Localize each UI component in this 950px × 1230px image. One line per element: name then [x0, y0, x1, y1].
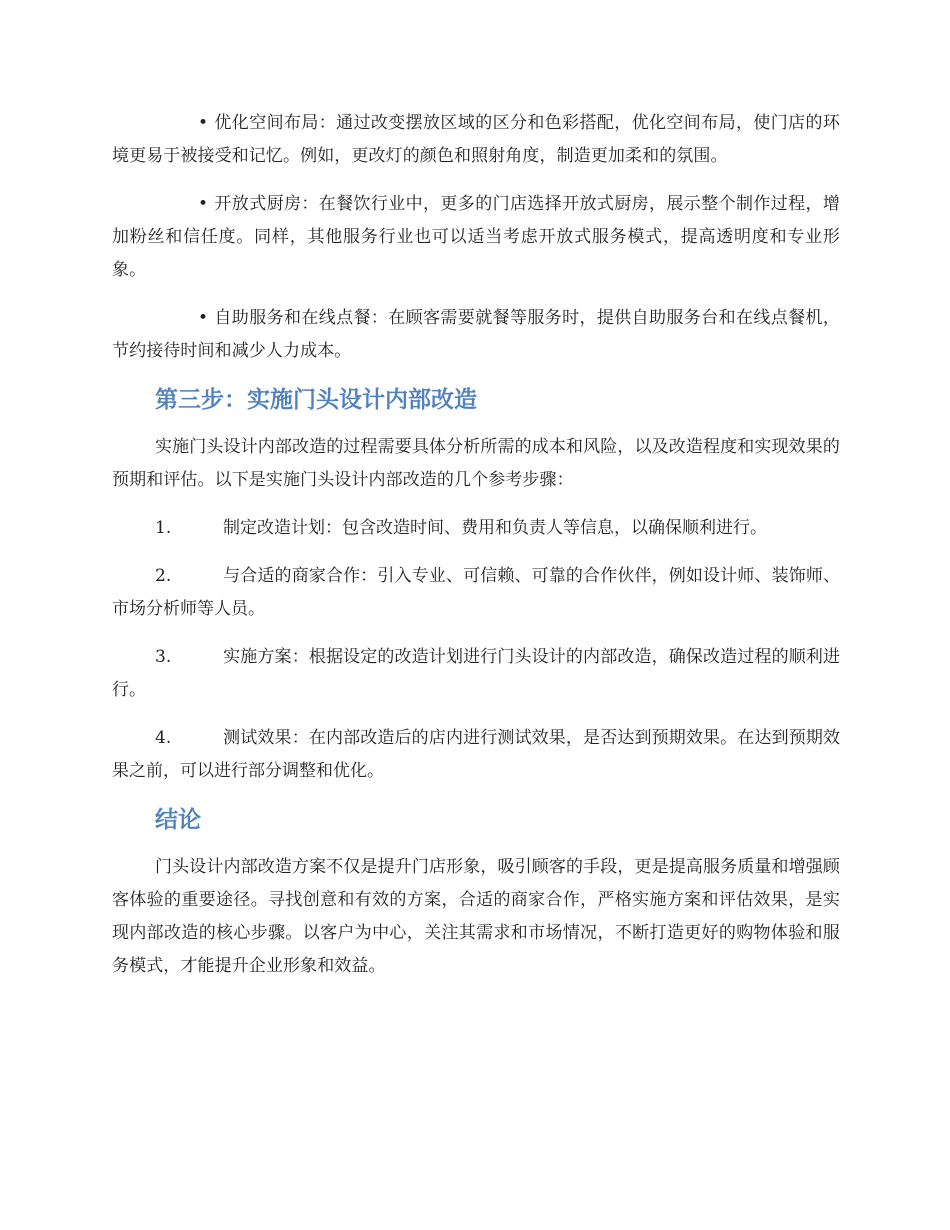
section-heading-step-three: 第三步：实施门头设计内部改造	[155, 387, 477, 413]
bullet-paragraph-self-service	[112, 302, 840, 368]
bullet-mark: •	[198, 194, 209, 214]
step-text: 与合适的商家合作：引入专业、可信赖、可靠的合作伙伴，例如设计师、装饰师、市场分析师等人员。	[112, 566, 840, 619]
step-number: 1.	[155, 518, 172, 538]
step-text: 测试效果：在内部改造后的店内进行测试效果，是否达到预期效果。在达到预期效果之前，可以进行部分调整和优化。	[112, 728, 840, 781]
bullet-paragraph-open-kitchen	[112, 188, 840, 287]
step-text: 制定改造计划：包含改造时间、费用和负责人等信息，以确保顺利进行。	[223, 518, 767, 538]
bullet-mark: •	[198, 113, 209, 133]
numbered-step-4	[112, 722, 840, 788]
section-intro-paragraph: 实施门头设计内部改造的过程需要具体分析所需的成本和风险，以及改造程度和实现效果的预期和评估。以下是实施门头设计内部改造的几个参考步骤：	[112, 437, 840, 490]
conclusion-paragraph: 门头设计内部改造方案不仅是提升门店形象，吸引顾客的手段，更是提高服务质量和增强顾客体验的重要途径。寻找创意和有效的方案，合适的商家合作，严格实施方案和评估效果，是实现内部改造的核心步骤。以客户为中心，关注其需求和市场情况，不断打造更好的购物体验和服务模式，才能提升企业形象和效益。	[112, 857, 840, 976]
bullet-text-self-service: 自助服务和在线点餐：在顾客需要就餐等服务时，提供自助服务台和在线点餐机，节约接待时间和减少人力成本。	[112, 308, 840, 361]
document-page	[112, 107, 840, 998]
numbered-step-2	[112, 560, 840, 626]
bullet-text-layout: 优化空间布局：通过改变摆放区域的区分和色彩搭配，优化空间布局，使门店的环境更易于被接受和记忆。例如，更改灯的颜色和照射角度，制造更加柔和的氛围。	[112, 113, 840, 166]
bullet-text-open-kitchen: 开放式厨房：在餐饮行业中，更多的门店选择开放式厨房，展示整个制作过程，增加粉丝和信任度。同样，其他服务行业也可以适当考虑开放式服务模式，提高透明度和专业形象。	[112, 194, 840, 280]
step-text: 实施方案：根据设定的改造计划进行门头设计的内部改造，确保改造过程的顺利进行。	[112, 647, 840, 700]
section-heading-conclusion: 结论	[155, 807, 201, 833]
bullet-paragraph-layout	[112, 107, 840, 173]
bullet-mark: •	[198, 308, 209, 328]
numbered-step-3	[112, 641, 840, 707]
step-number: 4.	[155, 728, 172, 748]
step-number: 3.	[155, 647, 172, 667]
numbered-step-1	[112, 512, 840, 545]
step-number: 2.	[155, 566, 172, 586]
